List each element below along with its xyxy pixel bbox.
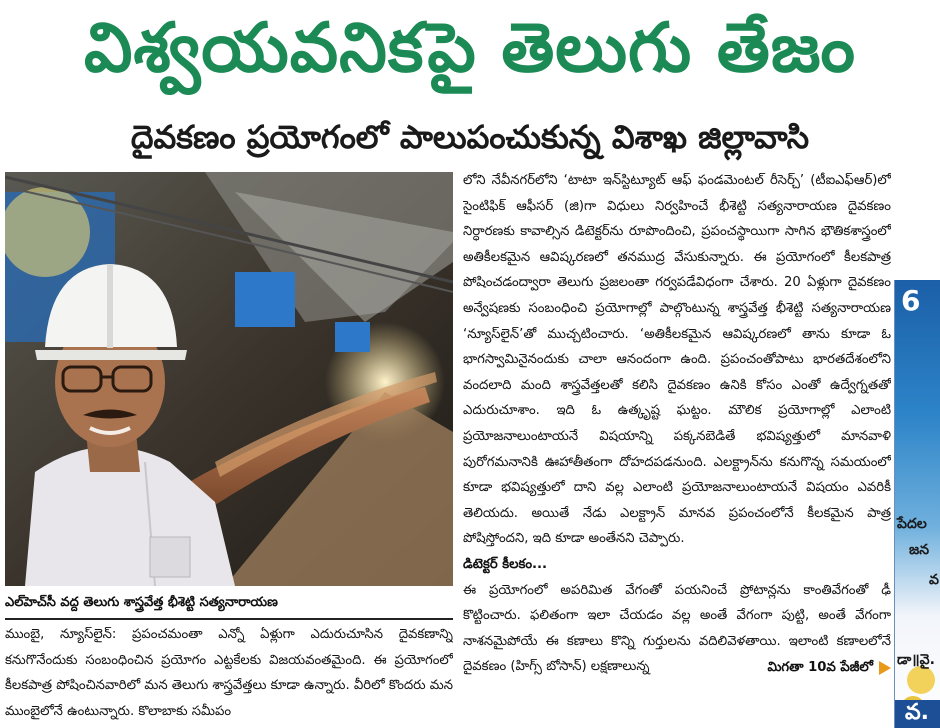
ad-text: వ	[929, 572, 939, 588]
article-paragraph: లోని నేవీనగర్‌లోని ‘టాటా ఇన్‌స్టిట్యూట్ ఆఫ్ ఫండమెంటల్ రీసెర్చ్’ (టీఐఎఫ్‌ఆర్)లో సైంటిఫిక్ ఆఫీసర్ (జి)గా విధులు నిర్వహించే భీశెట్టి సత్యనారాయణ దైవకణం నిర్ధారణకు కావాల్సిన డిటెక్టర్‌ను రూపొందించి, ప్రపంచస్థాయిగా సాగిన భౌతికశాస్త్రంలో అతికీలకమైన ఆవిష్కరణలో తనముద్ర వేసుకున్నారు. ఈ ప్రయోగంలో కీలకపాత్ర పోషించడంద్వారా తెలుగు ప్రజలంతా గర్వపడేవిధంగా చేశారు. 20 ఏళ్లుగా దైవకణం అన్వేషణకు సంబంధించి ప్రయోగాల్లో పాల్గొంటున్న శాస్త్రవేత్త భీశెట్టి సత్యనారాయణ ‘న్యూస్‌లైన్’తో ముచ్చటించారు. ‘అతికీలకమైన ఆవిష్కరణలో తాను కూడా ఓ భాగస్వామినైనందుకు చాలా ఆనందంగా ఉంది. ప్రపంచంతోపాటు భారతదేశంలోని వందలాది మంది శాస్త్రవేత్తలతో కలిసి దైవకణం ఉనికి కోసం ఎంతో ఉద్వేగ్నతతో ఎదురుచూశాం. ఇది ఓ ఉత్కృష్ట ఘట్టం. మౌలిక ప్రయోగాల్లో ఎలాంటి ప్రయోజనాలుంటాయనే విషయాన్ని పక్కనబెడితే భవిష్యత్తులో మానవాళి పురోగమనానికి ఊహాతీతంగా దోహదపడనుంది. ఎలక్ట్రాన్‌ను కనుగొన్న సమయంలో కూడా భవిష్యత్తులో దాని వల్ల ఎలాంటి ప్రయోజనాలుంటాయనే విషయం ఎవరికీ తెలియదు. అయితే నేడు ఎలక్ట్రాన్ మానవ ప్రపంచంలోనే కీలకమైన పాత్ర పోషిస్తోందని, ఇది కూడా అంతేనని చెప్పారు.	[463, 173, 891, 547]
article-paragraph: ఈ ప్రయోగంలో అపరిమిత వేగంతో పయనించే ప్రోటాన్లను కాంతివేగంతో ఢీ కొట్టించారు. ఫలితంగా ఇలా చేయడం వల్ల అంతే వేగంగా పుట్టి, అంతే వేగంగా నాశనమైపోయే ఈ కణాలు కొన్ని గుర్తులను వదిలివెళతాయి. ఇలాంటి కణాలలోనే దైవకణం (హిగ్స్ బోసాన్) లక్షణాలున్న	[463, 582, 891, 675]
side-advertisement	[894, 280, 940, 728]
arrow-right-icon	[879, 661, 891, 675]
ad-text: డా॥వై.	[897, 652, 935, 668]
continued-text: మిగతా 10వ పేజీలో	[767, 659, 873, 675]
ad-top-text: 6	[901, 284, 921, 317]
article-subheading: డిటెక్టర్ కీలకం...	[463, 556, 548, 572]
subheadline: దైవకణం ప్రయోగంలో పాలుపంచుకున్న విశాఖ జిల్లావాసి	[130, 118, 810, 156]
photo-caption: ఎల్‌హెచ్‌సీ వద్ద తెలుగు శాస్త్రవేత్త భీశెట్టి సత్యనారాయణ	[5, 588, 453, 620]
article-right-column	[463, 168, 891, 728]
ad-text: పేదల	[897, 516, 927, 532]
photo-scientist-lhc	[5, 172, 453, 586]
ad-text: జన	[909, 542, 930, 558]
ad-bottom-text: వ.	[895, 700, 940, 728]
headline: విశ్వయవనికపై తెలుగు తేజం	[84, 8, 856, 88]
article-left-column: ముంబై, న్యూస్‌లైన్: ప్రపంచమంతా ఎన్నో ఏళ్లుగా ఎదురుచూసిన దైవకణాన్ని కనుగొనేందుకు సంబంధించిన ప్రయోగం ఎట్టకేలకు విజయవంతమైంది. ఈ ప్రయోగంలో కీలకపాత్ర పోషించినవారిలో మన తెలుగు శాస్త్రవేత్తలు కూడా ఉన్నారు. వీరిలో కొందరు మన ముంబైలోనే ఉంటున్నారు. కొలాబాకు సమీపం	[5, 627, 453, 719]
